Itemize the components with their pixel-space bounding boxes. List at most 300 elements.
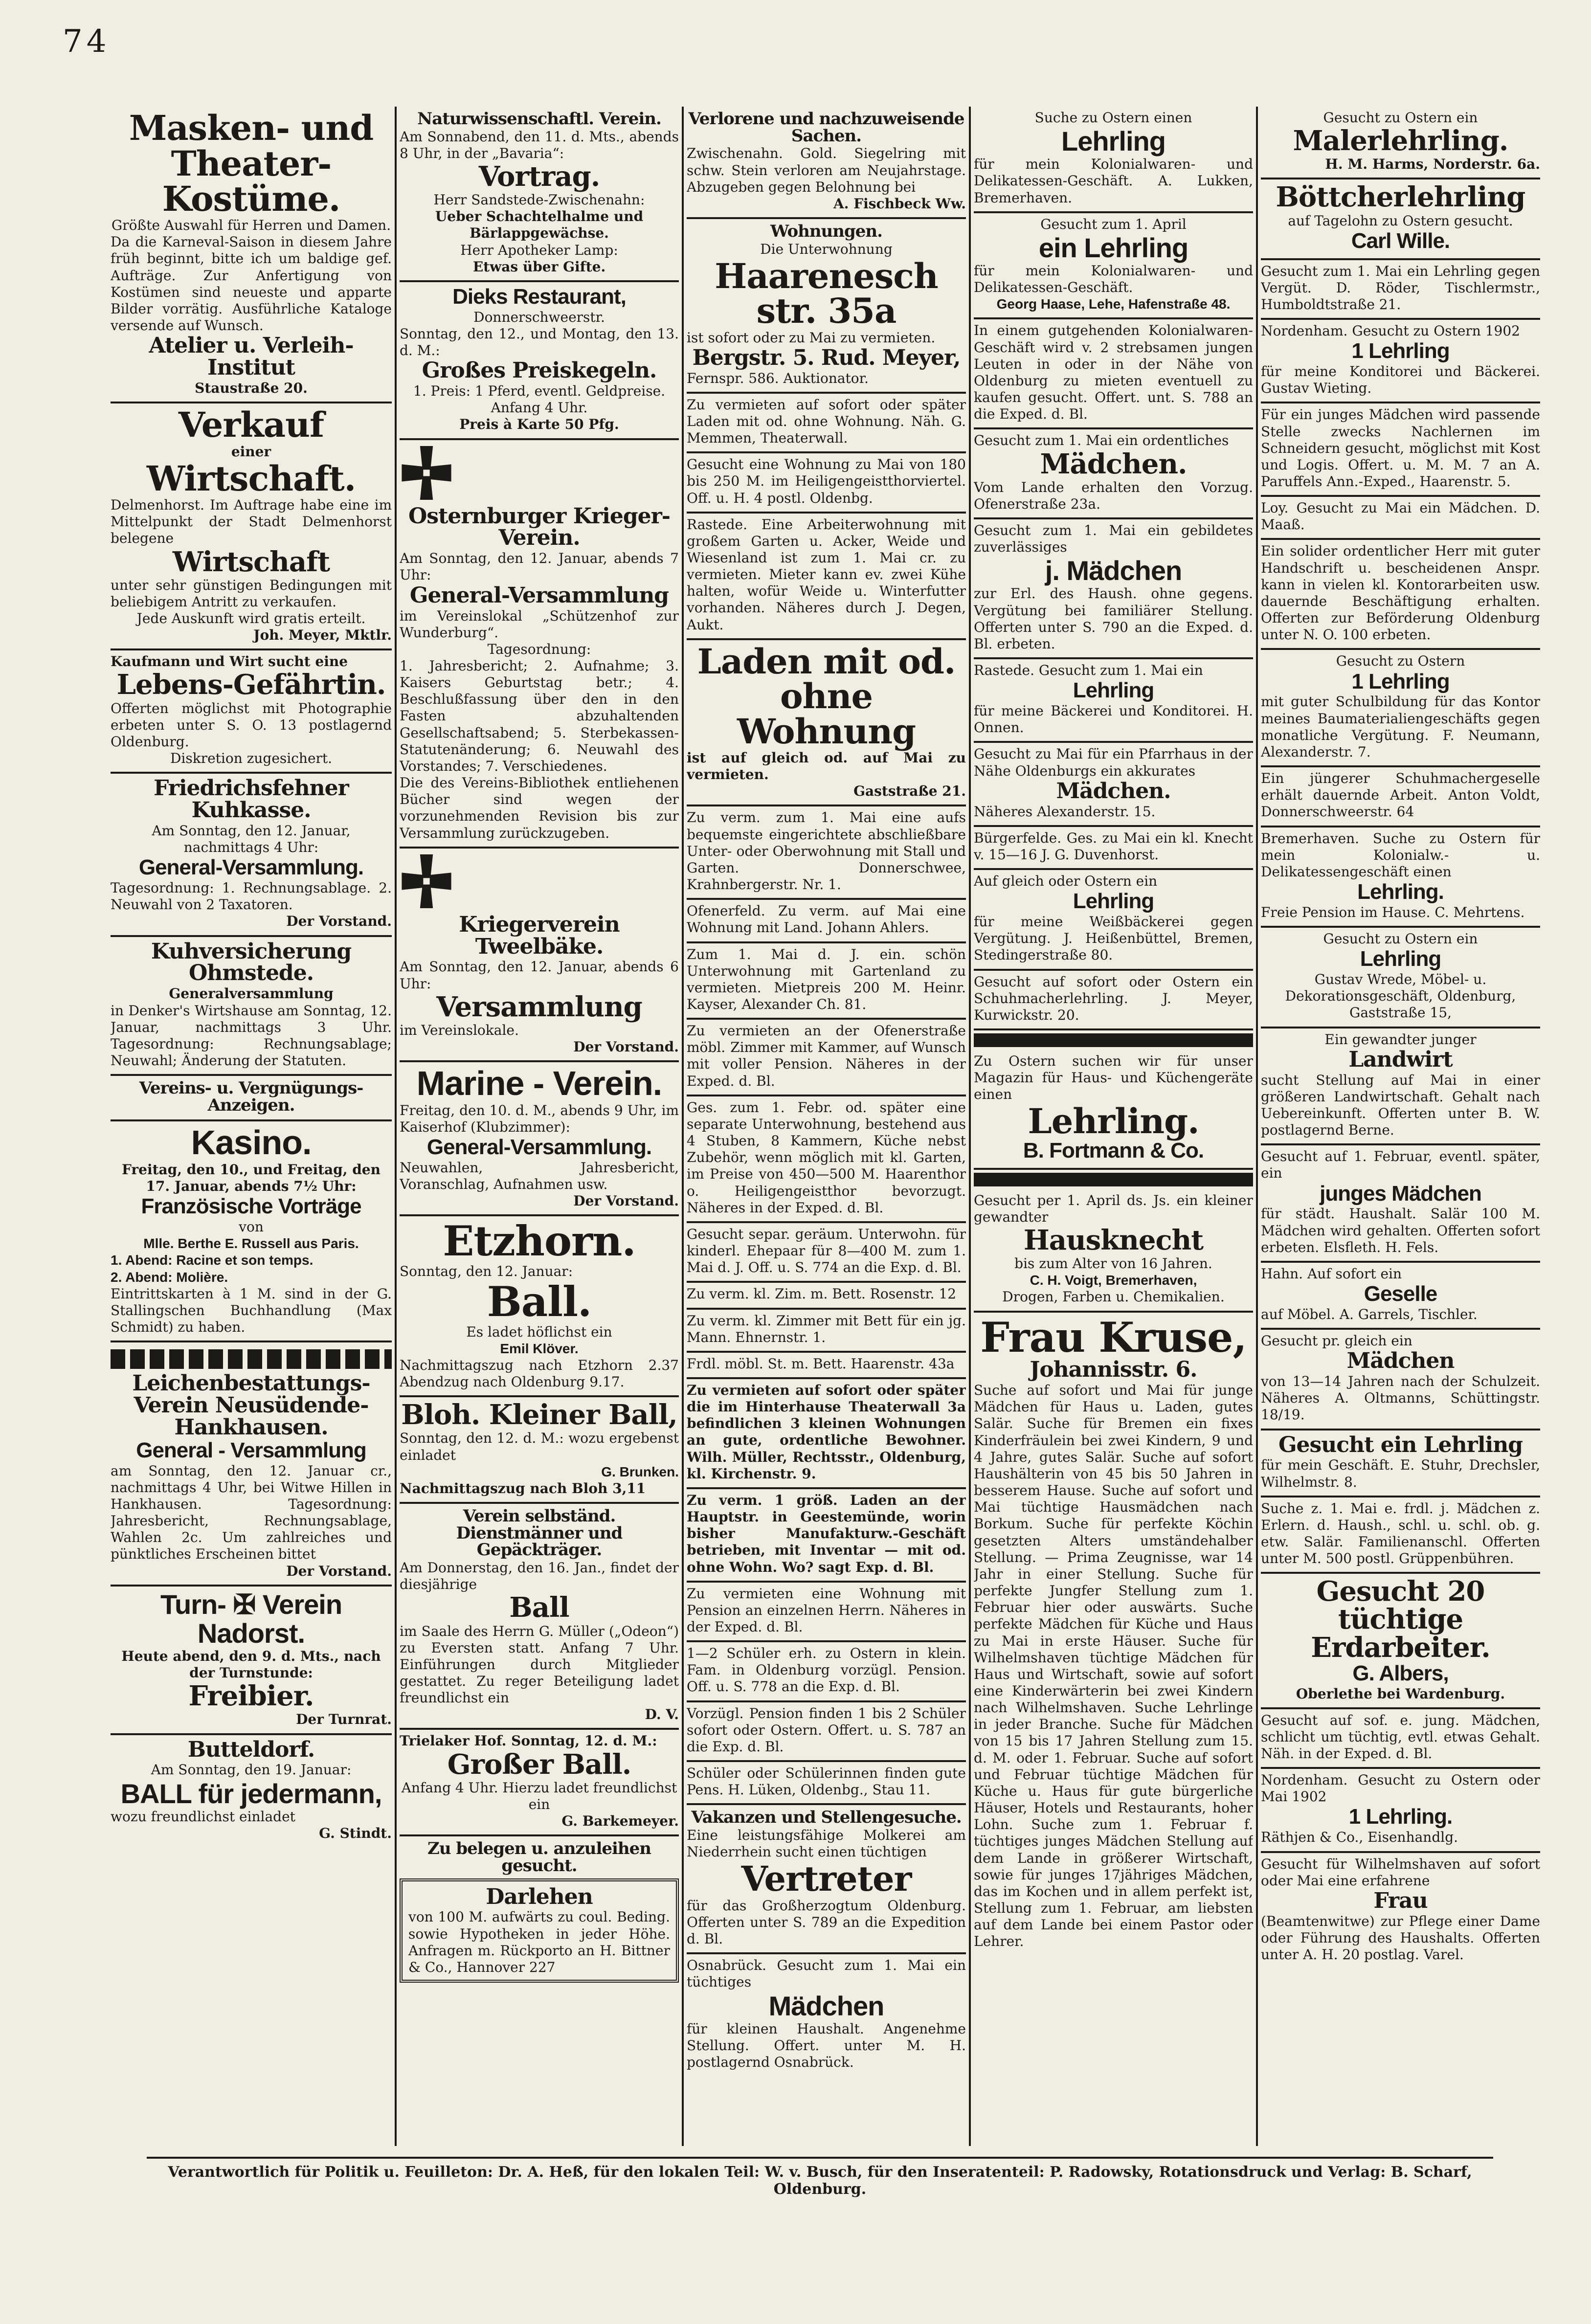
headline: ein Lehrling <box>1038 232 1188 263</box>
body-text: Gesucht zum 1. Mai ein Lehrling gegen Vergüt. D. Röder, Tischlermstr., Humboldtstraße 21. <box>1261 263 1540 313</box>
body-text: Zwischenahn. Gold. Siegelring mit schw. Stein verloren am Neujahrstage. Abzugeben gegen Belohnung bei <box>687 145 966 195</box>
body-text: Herr Apotheker Lamp: <box>460 242 618 258</box>
body-text: Da die Karneval-Saison in diesem Jahre früh beginnt, bitte ich um baldige gef. Aufträge. Zur Anfertigung von Kostümen sind neueste und apparte Bilder vorrätig. Ausführliche Kataloge versende auf Wunsch. <box>111 234 392 334</box>
headline: Darlehen <box>486 1884 593 1909</box>
classified <box>1261 1709 1540 1769</box>
lecture: 2. Abend: Molière. <box>111 1269 228 1285</box>
signature: Emil Klöver. <box>500 1341 579 1356</box>
body-text: Schüler oder Schülerinnen finden gute Pens. H. Lüken, Oldenbg., Stau 11. <box>687 1765 966 1798</box>
classified <box>687 900 966 943</box>
ad-dienstmaenner <box>400 1504 679 1730</box>
ad-fortmann <box>974 1050 1253 1170</box>
column-4 <box>969 107 1256 2146</box>
body-text: auf Tagelohn zu Ostern gesucht. <box>1288 212 1513 229</box>
headline: Etzhorn. <box>443 1217 636 1266</box>
divider-bar <box>974 1173 1253 1186</box>
classified <box>1261 650 1540 767</box>
ad-etzhorn <box>400 1216 679 1397</box>
body-text: Nachmittagszug nach Etzhorn 2.37 Abendzug nach Oldenburg 9.17. <box>400 1357 679 1390</box>
headline: Gesucht 20 tüchtige Erdarbeiter. <box>1311 1575 1490 1664</box>
body-text: Zu verm. kl. Zim. m. Bett. Rosenstr. 12 <box>687 1286 957 1302</box>
body-text: für kleinen Haushalt. Angenehme Stellung. Offert. unter M. H. postlagernd Osnabrück. <box>687 2020 966 2070</box>
headline: General-Versammlung <box>409 582 669 608</box>
signature: A. Fischbeck Ww. <box>833 195 966 212</box>
body-text: Freitag, den 10., und Freitag, den 17. Januar, abends 7½ Uhr: <box>122 1161 381 1195</box>
signature: C. H. Voigt, Bremerhaven, <box>1030 1273 1197 1288</box>
classified <box>1261 767 1540 827</box>
ad-lehrling-haase <box>974 213 1253 320</box>
classified <box>1261 497 1540 540</box>
headline: Kasino. <box>191 1123 312 1162</box>
classified <box>687 1353 966 1379</box>
headline: Freibier. <box>188 1680 314 1713</box>
classified <box>687 1489 966 1583</box>
column-1 <box>108 107 395 2146</box>
headline: Ball <box>509 1591 569 1624</box>
body-text: Neuwahlen, Jahresbericht, Voranschlag, Aufnahmen usw. <box>400 1159 679 1192</box>
headline: Bloh. Kleiner Ball, <box>401 1399 677 1431</box>
body-text: im Vereinslokal „Schützenhof zur Wunderburg“. <box>400 607 679 641</box>
headline: Lehrling <box>1360 947 1441 971</box>
headline: Masken- und <box>129 108 374 148</box>
body-text: für mein Geschäft. E. Stuhr, Drechsler, Wilhelmstr. 8. <box>1261 1457 1540 1490</box>
headline: Lehrling <box>1073 889 1154 914</box>
agenda-items: 1. Jahresbericht; 2. Aufnahme; 3. Kaisers Geburtstag betr.; 4. Beschlußfassung über den in den Fasten abzuhaltenden Gesellschaftsabend; 5. Sterbekassen-Statutenänderung; 6. Neuwahl des Vorstandes; 7. Verschiedenes. <box>400 657 679 774</box>
body-text: Eintrittskarten à 1 M. sind in der G. Stallingschen Buchhandlung (Max Schmidt) zu haben. <box>111 1285 392 1335</box>
signature: B. Fortmann & Co. <box>1023 1138 1204 1162</box>
headline: Leichenbestattungs-Verein Neusüdende-Hankhausen. <box>132 1371 370 1440</box>
address: Donnerschweerstr. <box>473 309 605 325</box>
address: Staustraße 20. <box>195 380 308 397</box>
column-3 <box>682 107 969 2146</box>
signature: G. Barkemeyer. <box>561 1813 679 1830</box>
headline: Vertreter <box>741 1858 912 1899</box>
body-text: Kaufmann und Wirt sucht eine <box>111 653 348 670</box>
body-text: Die Unterwohnung <box>760 241 893 257</box>
signature: Joh. Meyer, Mktlr. <box>253 627 392 644</box>
agenda-label: Tagesordnung: <box>487 641 591 657</box>
newspaper-columns <box>108 107 1555 2146</box>
classified <box>1261 260 1540 320</box>
classified <box>687 1223 966 1283</box>
section-anleihen <box>400 1836 679 1988</box>
signature: Der Vorstand. <box>573 1193 679 1209</box>
body-text: Herr Sandstede-Zwischenahn: <box>433 192 645 208</box>
signature: D. V. <box>645 1706 679 1723</box>
headline: Marine - Verein. <box>416 1064 662 1103</box>
body-text: am Sonntag, den 12. Januar cr., nachmittags 4 Uhr, bei Witwe Hillen in Hankhausen. Tagesordnung: Jahresbericht, Rechnungsablage, Wahlen 2c. Um zahlreiches und pünktliches Erscheinen bittet <box>111 1462 392 1563</box>
headline: Geselle <box>1364 1282 1437 1306</box>
body-text: Gesucht pr. gleich ein <box>1261 1333 1412 1349</box>
body-text: von <box>239 1219 264 1235</box>
headline: Kuhversicherung Ohmstede. <box>151 939 352 986</box>
body-text: Zu verm. zum 1. Mai eine aufs bequemste eingerichtete abschließbare Unter- oder Oberwohnung mit Stall und Garten. Donnerschwee, Krahnbergerstr. Nr. 1. <box>687 809 966 893</box>
body-text: Ges. zum 1. Febr. od. später eine separate Unterwohnung, bestehend aus 4 Stuben, 8 Kammern, Küche nebst Zubehör, wenn möglich mit kl. Garten, im Preise von 450—500 M. Haarenthor o. Heiligengeistthor bevorzugt. Näheres in der Exped. d. Bl. <box>687 1099 966 1216</box>
body-text: für mein Kolonialwaren- und Delikatessen-Geschäft. A. Lukken, Bremerhaven. <box>974 156 1253 206</box>
headline: Wirtschaft <box>172 545 330 578</box>
classified <box>687 394 966 453</box>
body-text: Drogen, Farben u. Chemikalien. <box>1002 1289 1225 1305</box>
body-text: zur Erl. des Haush. ohne gegens. Vergütung bei familiärer Stellung. Offerten unter S. 790 an die Exped. d. Bl. erbeten. <box>974 585 1253 652</box>
speaker: Mlle. Berthe E. Russell aus Paris. <box>143 1236 359 1251</box>
classified <box>687 1310 966 1353</box>
body-text: Nordenham. Gesucht zu Ostern 1902 <box>1261 323 1520 339</box>
body-text: Gesucht auf sof. e. jung. Mädchen, schlicht um tüchtig, evtl. etwas Gehalt. Näh. in der Exped. d. Bl. <box>1261 1712 1540 1762</box>
ornament-border <box>111 1349 392 1369</box>
headline: junges Mädchen <box>1320 1181 1481 1206</box>
headline: Frau Kruse, <box>980 1313 1247 1362</box>
body-text: Am Sonnabend, den 11. d. Mts., abends 8 Uhr, in der „Bavaria“: <box>400 128 679 161</box>
headline: General - Versammlung <box>136 1438 366 1462</box>
body-text: Näheres Alexanderstr. 15. <box>974 803 1156 820</box>
headline: Turn- ✠ Verein <box>160 1588 342 1620</box>
body-text: Gesucht für Wilhelmshaven auf sofort oder Mai eine erfahrene <box>1261 1855 1540 1889</box>
classified <box>974 659 1253 743</box>
body-text: Suche auf sofort und Mai für junge Mädchen für Haus u. Laden, gutes Salär. Suche für Bremen ein fixes Kinderfräulein bei zwei Kindern, 9 und 4 Jahre, gutes Salär. Suche auf sofort Haushälterin von 45 bis 50 Jahren in besserem Hause. Suche auf sofort und Mai tüchtige Hausmädchen nach Borkum. Suche für perfekte Köchin gesetzten Alters umständehalber Stellung. — Prima Zeugnisse, war 14 Jahr in einer Stellung. Suche für perfekte Jungfer Stellung zum 1. Februar hier oder auswärts. Suche perfekte Mädchen für Küche und Haus zu Mai in erste Häuser. Suche für Wilhelmshaven tüchtige Mädchen für Haus und Wirtschaft, sowie auf sofort eine Kinderwärterin bei zwei Kindern nach Wilhelmshaven. Suche Lehrlinge in jeder Branche. Suche für Mädchen von 15 bis 17 Jahren Stellung zum 15. d. M. oder 1. Februar. Suche auf sofort und Februar tüchtige Mädchen für Küche u. Haus für gute bürgerliche Häuser, Hotels und Restaurants, hoher Lohn. Suche zum 1. Februar f. tüchtiges junges Mädchen Stellung auf dem Lande in größerer Wirtschaft, sowie für junges 17jähriges Mädchen, das im Kochen und in allem perfekt ist, Stellung zum 1. Februar, am liebsten auf dem Lande bei einem Pastor oder Lehrer. <box>974 1382 1253 1950</box>
signature: Der Vorstand. <box>573 1039 679 1055</box>
body-text: In einem gutgehenden Kolonialwaren-Geschäft wird v. 2 strebsamen jungen Leuten in oder in der Nähe von Oldenburg zu mieten eventuell zu kaufen gesucht. Offert. unt. S. 788 an die Exped. d. Bl. <box>974 322 1253 423</box>
body-text: Zu vermieten an der Ofenerstraße möbl. Zimmer mit Kammer, auf Wunsch mit voller Pension. Näheres in der Exped. d. Bl. <box>687 1023 966 1089</box>
signature: G. Albers, <box>1352 1661 1449 1685</box>
body-text: Auf gleich oder Ostern ein <box>974 873 1158 890</box>
signature: G. Stindt. <box>319 1825 392 1841</box>
body-text: unter sehr günstigen Bedingungen mit beliebigem Antritt zu verkaufen. <box>111 577 392 610</box>
body-text: Bürgerfelde. Ges. zu Mai ein kl. Knecht v. 15—16 J. G. Duvenhorst. <box>974 829 1253 863</box>
note: Diskretion zugesichert. <box>170 750 333 767</box>
subline: einer <box>231 443 271 460</box>
body-text: Gesucht zum 1. April <box>1040 216 1187 232</box>
body-text: von 13—14 Jahren nach der Schulzeit. Näheres A. Oltmanns, Schüttingstr. 18/19. <box>1261 1373 1540 1423</box>
body-text: für städt. Haushalt. Salär 100 M. Mädchen wird gehalten. Offerten sofort erbeten. Elsfleth. H. Fels. <box>1261 1206 1540 1255</box>
section-wohnungen <box>687 219 966 394</box>
body-text: Nordenham. Gesucht zu Ostern oder Mai 1902 <box>1261 1772 1540 1805</box>
headline: Großer Ball. <box>447 1748 631 1781</box>
body-text: für das Großherzogtum Oldenburg. Offerten unter S. 789 an die Expedition d. Bl. <box>687 1897 966 1947</box>
iron-cross-icon <box>400 446 453 500</box>
ad-turnverein <box>111 1587 392 1735</box>
signature: Der Vorstand. <box>286 913 392 930</box>
body-text: Freie Pension im Hause. C. Mehrtens. <box>1261 904 1525 920</box>
section-vereins-anzeigen <box>111 1076 392 1121</box>
signature: Der Vorstand. <box>286 1563 392 1579</box>
ad-dieks-restaurant <box>400 282 679 440</box>
classified <box>687 943 966 1020</box>
body-text: wozu freundlichst einladet <box>111 1808 295 1825</box>
headline: Laden mit od. ohne Wohnung <box>697 641 956 752</box>
body-text: Sonntag, den 12., und Montag, den 13. d. M.: <box>400 325 679 359</box>
ad-marine-verein <box>400 1062 679 1216</box>
iron-cross-icon <box>400 854 453 908</box>
ad-lehrling-lukken <box>974 107 1253 213</box>
classified <box>687 1020 966 1096</box>
classified <box>1261 1769 1540 1853</box>
headline: Lehrling <box>1061 126 1165 157</box>
headline: Butteldorf. <box>187 1737 315 1762</box>
body-text: Nachmittagszug nach Bloh 3,11 <box>400 1480 646 1497</box>
section-heading: Vereins- u. Vergnügungs-Anzeigen. <box>139 1078 363 1115</box>
classified <box>687 514 966 640</box>
ad-darlehen <box>400 1878 679 1983</box>
classified <box>1261 320 1540 403</box>
headline: Verein selbständ. Dienstmänner und Gepäckträger. <box>456 1506 623 1560</box>
section-vakanzen <box>687 1805 966 1954</box>
ad-malerlehrling <box>1261 107 1540 179</box>
section-heading: Zu belegen u. anzuleihen gesucht. <box>427 1839 651 1876</box>
body-text: ist auf gleich od. auf Mai zu vermieten. <box>687 749 966 783</box>
classified <box>974 429 1253 519</box>
ad-masken <box>111 107 392 403</box>
ad-verlorene-sachen <box>687 107 966 219</box>
headline: Böttcherlehrling <box>1276 181 1525 214</box>
price: Preis à Karte 50 Pfg. <box>459 416 619 433</box>
ad-leichenbestattung <box>111 1342 392 1587</box>
divider-bar <box>974 1033 1253 1047</box>
column-5 <box>1256 107 1543 2146</box>
headline: General-Versammlung. <box>138 855 364 880</box>
section-heading: Vakanzen und Stellengesuche. <box>691 1808 962 1828</box>
signature: Atelier u. Verleih-Institut <box>149 333 354 380</box>
classified <box>974 971 1253 1030</box>
body-text: Zu verm. 1 größ. Laden an der Hauptstr. in Geestemünde, worin bisher Manufakturw.-Geschäft betrieben, mit Inventar — mit od. ohne Wohn. Wo? sagt Exp. d. Bl. <box>687 1492 966 1575</box>
body-text: Suche zu Ostern einen <box>1034 110 1192 126</box>
body-text: Frdl. möbl. St. m. Bett. Haarenstr. 43a <box>687 1355 955 1372</box>
ad-trielaker-hof <box>400 1730 679 1836</box>
lecture-title: Ueber Schachtelhalme und Bärlappgewächse. <box>435 208 644 242</box>
body-text: Gesucht zu Mai für ein Pfarrhaus in der Nähe Oldenburgs ein akkurates <box>974 746 1253 779</box>
ad-erdarbeiter <box>1261 1574 1540 1709</box>
body-text: Suche z. 1. Mai e. frdl. j. Mädchen z. Erlern. d. Haush., schl. u. schl. ob. g. etw. Salär. Familienanschl. Offerten unter M. 500 postl. Grüppenbühren. <box>1261 1500 1540 1567</box>
body-text: Gesucht per 1. April ds. Js. ein kleiner gewandter <box>974 1192 1253 1225</box>
classified <box>1261 1430 1540 1497</box>
classified <box>974 319 1253 429</box>
body-text: Gesucht zu Ostern <box>1336 653 1465 670</box>
body-text: Gesucht zu Ostern ein <box>1323 931 1478 947</box>
body-text: im Saale des Herrn G. Müller („Odeon“) zu Eversten statt. Anfang 7 Uhr. Einführungen durch Mitglieder gestattet. Zu reger Beteiligung ladet freundlichst ein <box>400 1623 679 1706</box>
body-text: Heute abend, den 9. d. Mts., nach der Turnstunde: <box>121 1648 381 1681</box>
address: Johannisstr. 6. <box>1030 1357 1197 1383</box>
ad-butteldorf <box>111 1735 392 1847</box>
body-text: Ein solider ordentlicher Herr mit guter Handschrift u. bescheidenen Anspr. kann in vielen kl. Kontorarbeiten usw. dauernde Beschäftigung erhalten. Offerten zur Beförderung Oldenburg unter N. O. 100 erbeten. <box>1261 543 1540 643</box>
classified <box>687 1379 966 1489</box>
classified <box>687 1283 966 1309</box>
classified <box>1261 928 1540 1028</box>
body-text: Gesucht auf sofort oder Ostern ein Schuhmacherlehrling. J. Meyer, Kurwickstr. 20. <box>974 973 1253 1023</box>
ad-osternburger-krieger <box>400 440 679 849</box>
body-text: Sonntag, den 12. Januar: <box>400 1263 573 1279</box>
body-text: Gesucht auf 1. Februar, eventl. später, ein <box>1261 1148 1540 1182</box>
body-text: Gesucht zum 1. Mai ein ordentliches <box>974 432 1229 449</box>
body-text: Am Sonntag, den 12. Januar, abends 6 Uhr: <box>400 959 679 992</box>
body-text: für meine Konditorei und Bäckerei. Gustav Wieting. <box>1261 363 1540 397</box>
headline: j. Mädchen <box>1045 555 1182 586</box>
classified <box>974 827 1253 870</box>
body-text: Vorzügl. Pension finden 1 bis 2 Schüler sofort oder Ostern. Offert. u. S. 787 an die Exp. d. Bl. <box>687 1705 966 1755</box>
body-text: für mein Kolonialwaren- und Delikatessen-Geschäft. <box>974 263 1253 296</box>
ad-frau-kruse <box>974 1313 1253 1955</box>
body-text: Gesucht eine Wohnung zu Mai von 180 bis 250 M. im Heiligengeistthorviertel. Off. u. H. 4 postl. Oldenbg. <box>687 456 966 506</box>
body-text: auf Möbel. A. Garrels, Tischler. <box>1261 1306 1478 1322</box>
headline: Haarenesch str. 35a <box>715 255 938 332</box>
body-text: sucht Stellung auf Mai in einer größeren Landwirtschaft. Gehalt nach Uebereinkunft. Offerten unter B. W. postlagernd Berne. <box>1261 1072 1540 1139</box>
headline: Mädchen. <box>1056 778 1171 804</box>
body-text: von 100 M. aufwärts zu coul. Beding. sowie Hypotheken in jeder Höhe. Anfragen m. Rückporto an H. Bittner & Co., Hannover 227 <box>408 1909 670 1975</box>
headline: Wirtschaft. <box>146 458 356 499</box>
classified <box>974 870 1253 971</box>
imprint-footer: Verantwortlich für Politik u. Feuilleton: Dr. A. Heß, für den lokalen Teil: W. v. Busch, für den Inseratenteil: P. Radowsky, Rotationsdruck und Verlag: B. Scharf, Oldenburg. <box>147 2157 1493 2198</box>
headline: Kriegerverein Tweelbäke. <box>459 912 620 959</box>
body-text: Zu vermieten auf sofort oder später Laden mit od. ohne Wohnung. Näh. G. Memmen, Theaterwall. <box>687 396 966 447</box>
signature: Bergstr. 5. Rud. Meyer, <box>692 345 961 370</box>
lecture: 1. Abend: Racine et son temps. <box>111 1252 314 1268</box>
body-text: Fernspr. 586. Auktionator. <box>687 370 869 386</box>
body-text: Zu verm. kl. Zimmer mit Bett für ein jg. Mann. Ehnernstr. 1. <box>687 1312 966 1345</box>
body-text: ist sofort oder zu Mai zu vermieten. <box>687 329 936 346</box>
headline: Gesucht ein Lehrling <box>1278 1432 1523 1457</box>
body-text: Räthjen & Co., Eisenhandlg. <box>1261 1829 1458 1846</box>
headline: Nadorst. <box>197 1617 305 1649</box>
classified <box>687 1583 966 1642</box>
signature: Georg Haase, Lehe, Hafenstraße 48. <box>996 296 1231 312</box>
body-text: Ofenerfeld. Zu verm. auf Mai eine Wohnung mit Land. Johann Ahlers. <box>687 903 966 936</box>
headline: 1 Lehrling <box>1351 339 1450 363</box>
body-text: Am Donnerstag, den 16. Jan., findet der diesjährige <box>400 1560 679 1593</box>
headline: General-Versammlung. <box>426 1135 652 1159</box>
headline: Dieks Restaurant, <box>452 284 626 309</box>
classified <box>1261 1330 1540 1430</box>
body-text: Ein jüngerer Schuhmachergeselle erhält dauernde Arbeit. Anton Voldt, Donnerschweerstr. 64 <box>1261 770 1540 820</box>
ad-bloh <box>400 1397 679 1504</box>
address: Gaststraße 21. <box>853 783 966 800</box>
body-text: mit guter Schulbildung für das Kontor meines Baumaterialiengeschäfts gegen monatliche Vergütung. F. Neumann, Alexanderstr. 7. <box>1261 693 1540 760</box>
body-text: Ein gewandter junger <box>1324 1031 1477 1048</box>
classified <box>1261 1497 1540 1574</box>
body-text: Gustav Wrede, Möbel- u. Dekorationsgeschäft, Oldenburg, Gaststraße 15, <box>1285 971 1516 1021</box>
body-text: (Beamtenwitwe) zur Pflege einer Dame oder Führung des Haushalts. Offerten unter A. H. 20 postlag. Varel. <box>1261 1913 1540 1963</box>
body-text: Delmenhorst. Im Auftrage habe eine im Mittelpunkt der Stadt Delmenhorst belegene <box>111 497 392 547</box>
classified <box>974 743 1253 827</box>
headline: Osternburger Krieger-Verein. <box>408 503 671 551</box>
body-text: Vom Lande erhalten den Vorzug. Ofenerstraße 23a. <box>974 479 1253 512</box>
headline: Verkauf <box>178 404 324 446</box>
ad-lebensgefaehrtin <box>111 650 392 774</box>
headline: Großes Preiskegeln. <box>422 358 657 383</box>
body-text: Freitag, den 10. d. M., abends 9 Uhr, im Kaiserhof (Klubzimmer): <box>400 1102 679 1135</box>
classified <box>687 1702 966 1762</box>
classified <box>1261 1853 1540 1968</box>
headline: Friedrichsfehner Kuhkasse. <box>154 776 349 823</box>
headline: Mädchen. <box>1040 447 1187 480</box>
ad-laden <box>687 640 966 807</box>
headline: Lehrling <box>1073 678 1154 703</box>
body-text: Sonntag, den 12. d. M.: wozu ergebenst einladet <box>400 1430 679 1463</box>
body-text: Am Sonntag, den 12. Januar, abends 7 Uhr: <box>400 550 679 583</box>
body-text: Am Sonntag, den 12. Januar, nachmittags 4 Uhr: <box>152 822 351 856</box>
classified <box>687 1762 966 1805</box>
address: Oberlethe bei Wardenburg. <box>1296 1685 1505 1702</box>
ad-kasino <box>111 1121 392 1342</box>
headline: BALL für jedermann, <box>120 1778 382 1809</box>
ad-boettcherlehrling <box>1261 179 1540 260</box>
body-text: Zum 1. Mai d. J. ein. schön Unterwohnung mit Gartenland zu vermieten. Mietpreis 200 M. Heinr. Kayser, Alexander Ch. 81. <box>687 946 966 1012</box>
headline: Landwirt <box>1348 1047 1453 1072</box>
signature: Der Turnrat. <box>296 1711 392 1728</box>
body-text: Gesucht zum 1. Mai ein gebildetes zuverlässiges <box>974 522 1253 556</box>
body-text: Osnabrück. Gesucht zum 1. Mai ein tüchtiges <box>687 1957 966 1990</box>
headline: 1 Lehrling. <box>1348 1805 1453 1829</box>
classified <box>687 806 966 900</box>
ad-osnabrueck <box>687 1954 966 2076</box>
body-text: für meine Weißbäckerei gegen Vergütung. J. Heißenbüttel, Bremen, Stedingerstraße 80. <box>974 914 1253 963</box>
ad-verkauf <box>111 403 392 650</box>
body-text: Rastede. Gesucht zum 1. Mai ein <box>974 662 1203 679</box>
body-text: Zu vermieten eine Wohnung mit Pension an einzelnen Herrn. Näheres in der Exped. d. Bl. <box>687 1585 966 1635</box>
headline: 1 Lehrling <box>1351 669 1450 693</box>
ad-tweelbaeke <box>400 849 679 1062</box>
ad-kuhversicherung <box>111 937 392 1076</box>
body-text: Anfang 4 Uhr. Hierzu ladet freundlichst ein <box>401 1779 677 1812</box>
signature: G. Brunken. <box>601 1464 679 1479</box>
signature: H. M. Harms, Norderstr. 6a. <box>1325 156 1540 173</box>
page-number: 74 <box>63 23 111 60</box>
headline: Mädchen <box>768 1990 884 2021</box>
headline: Theater-Kostüme. <box>162 143 340 219</box>
signature: Carl Wille. <box>1351 228 1450 253</box>
body-text: Loy. Gesucht zu Mai ein Mädchen. D. Maaß. <box>1261 500 1540 533</box>
headline: Ball. <box>487 1277 592 1326</box>
headline: Naturwissenschaftl. Verein. <box>417 109 661 129</box>
body-text: Am Sonntag, den 19. Januar: <box>151 1762 352 1778</box>
body-text: in Denker's Wirtshause am Sonntag, 12. Januar, nachmittags 3 Uhr. Tagesordnung: Rechnungsablage; Neuwahl; Änderung der Statuten. <box>111 1002 392 1069</box>
body-text: Tagesordnung: 1. Rechnungsablage. 2. Neuwahl von 2 Taxatoren. <box>111 880 392 913</box>
headline: Malerlehrling. <box>1293 125 1508 157</box>
body-text: für meine Bäckerei und Konditorei. H. Onnen. <box>974 703 1253 736</box>
section-heading: Verlorene und nachzuweisende Sachen. <box>688 109 964 146</box>
ad-naturwissenschaft <box>400 107 679 282</box>
lecture-title: Etwas über Gifte. <box>472 258 606 275</box>
headline: Lehrling. <box>1357 880 1444 904</box>
body-text: im Vereinslokale. <box>400 1022 519 1038</box>
body-text: Die des Vereins-Bibliothek entliehenen Bücher sind wegen der vorzunehmenden Revision bis zur Versammlung zurückzugeben. <box>400 775 679 841</box>
body-text: Offerten möglichst mit Photographie erbeten unter S. O. 13 postlagernd Oldenburg. <box>111 700 392 750</box>
body-text: Trielaker Hof. Sonntag, 12. d. M.: <box>400 1733 657 1749</box>
body-text: Es ladet höflichst ein <box>466 1323 612 1340</box>
classified <box>1261 1145 1540 1263</box>
classified <box>1261 403 1540 497</box>
classified <box>687 1096 966 1223</box>
classified <box>687 1642 966 1702</box>
headline: Mädchen <box>1346 1348 1455 1374</box>
body-text: bis zum Alter von 16 Jahren. <box>1014 1255 1212 1272</box>
headline: Lebens-Gefährtin. <box>116 669 386 701</box>
ad-friedrichsfehn <box>111 774 392 937</box>
headline: Lehrling. <box>1028 1101 1199 1142</box>
headline: Versammlung <box>436 990 642 1023</box>
classified <box>974 519 1253 659</box>
body-text: Zu vermieten auf sofort oder später die im Hinterhause Theaterwall 3a befindlichen 3 kleinen Wohnungen an gute, ordentliche Bewohner. Wilh. Müller, Rechtsstr., Oldenburg, kl. Kirchenstr. 9. <box>687 1382 966 1482</box>
body-text: Zu Ostern suchen wir für unser Magazin für Haus- und Küchengeräte einen <box>974 1053 1253 1103</box>
subline: Größte Auswahl für Herren und Damen. <box>111 217 391 234</box>
headline: Frau <box>1373 1888 1428 1913</box>
body-text: Rastede. Eine Arbeiterwohnung mit großem Garten u. Acker, Weide und Wiesenland ist zum 1. Mai cr. zu vermieten. Mieter kann ev. zwei Kühe halten, wofür Weide u. Winterfutter vorhanden. Näheres durch J. Degen, Aukt. <box>687 516 966 633</box>
headline: Hausknecht <box>1023 1224 1204 1257</box>
body-text: Gesucht zu Ostern ein <box>1323 110 1478 126</box>
body-text: Eine leistungsfähige Molkerei am Niederrhein sucht einen tüchtigen <box>687 1827 966 1860</box>
classified <box>1261 827 1540 928</box>
classified <box>687 453 966 513</box>
note: Jede Auskunft wird gratis erteilt. <box>136 610 366 626</box>
classified <box>1261 1028 1540 1146</box>
body-text: Für ein junges Mädchen wird passende Stelle zwecks Nachlernen im Schneidern gesucht, möglichst mit Kost und Logis. Offert. u. M. M. 7 an A. Paruffels Ann.-Exped., Haarenstr. 5. <box>1261 406 1540 490</box>
